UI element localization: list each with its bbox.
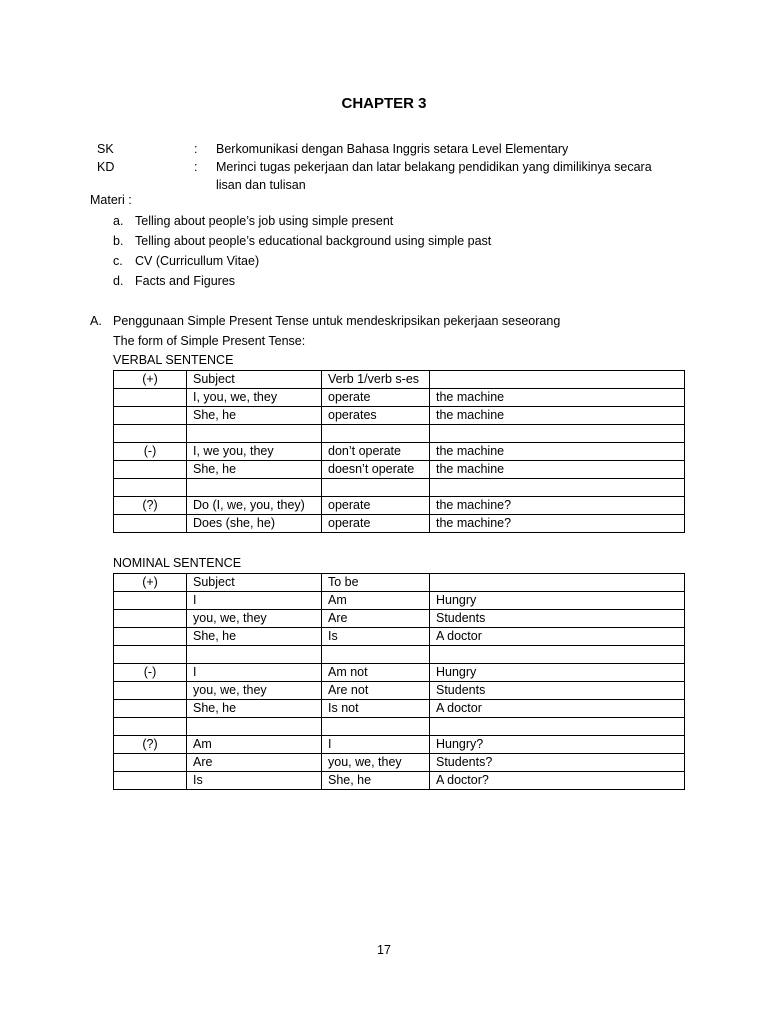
table-cell: Hungry? — [430, 736, 685, 754]
table-cell: Is — [322, 628, 430, 646]
table-row — [114, 515, 685, 533]
table-cell — [430, 646, 685, 664]
list-text: Telling about people’s educational background using simple past — [135, 234, 492, 248]
table-cell — [187, 479, 322, 497]
list-item — [113, 271, 673, 291]
table-row — [114, 497, 685, 515]
list-letter: a. — [113, 214, 124, 228]
competency-meta — [97, 140, 677, 194]
table-cell — [114, 682, 187, 700]
table-cell — [430, 718, 685, 736]
table-row — [114, 628, 685, 646]
table-cell: A doctor — [430, 628, 685, 646]
table-cell: She, he — [187, 700, 322, 718]
table-cell: A doctor? — [430, 772, 685, 790]
table-cell — [114, 610, 187, 628]
table-row — [114, 443, 685, 461]
table-cell — [114, 389, 187, 407]
table-cell: A doctor — [430, 700, 685, 718]
table-cell: She, he — [187, 407, 322, 425]
table-cell — [322, 425, 430, 443]
meta-row-sk — [97, 140, 677, 158]
table-cell: Are not — [322, 682, 430, 700]
table-row — [114, 610, 685, 628]
table-row — [114, 700, 685, 718]
meta-value: Berkomunikasi dengan Bahasa Inggris setara Level Elementary — [216, 142, 569, 156]
section-a — [90, 311, 690, 351]
table-cell — [430, 425, 685, 443]
table-cell — [322, 479, 430, 497]
table-row — [114, 425, 685, 443]
table-cell — [322, 718, 430, 736]
table-cell: operate — [322, 497, 430, 515]
table-cell: you, we, they — [322, 754, 430, 772]
table-cell: To be — [322, 574, 430, 592]
meta-colon: : — [194, 142, 198, 156]
section-subtitle: The form of Simple Present Tense: — [113, 334, 306, 348]
table-cell: Students — [430, 682, 685, 700]
table-cell — [322, 646, 430, 664]
table-cell — [114, 425, 187, 443]
table-cell: Am — [322, 592, 430, 610]
table-cell: Students — [430, 610, 685, 628]
table-cell — [430, 574, 685, 592]
table-cell — [114, 628, 187, 646]
table-row — [114, 371, 685, 389]
table-cell: (?) — [114, 497, 187, 515]
table-row — [114, 461, 685, 479]
table-cell: (+) — [114, 371, 187, 389]
table-cell: Is not — [322, 700, 430, 718]
table-cell: the machine — [430, 389, 685, 407]
meta-key: KD — [97, 160, 115, 174]
table-cell: you, we, they — [187, 610, 322, 628]
table-cell: (?) — [114, 736, 187, 754]
table-row — [114, 592, 685, 610]
table-cell: She, he — [322, 772, 430, 790]
materi-label: Materi : — [90, 193, 132, 207]
table-cell: I — [187, 592, 322, 610]
table-row — [114, 479, 685, 497]
table-cell — [187, 646, 322, 664]
table-cell: She, he — [187, 628, 322, 646]
table-cell — [114, 718, 187, 736]
materi-list — [113, 211, 673, 291]
nominal-sentence-table — [113, 573, 685, 790]
table-cell: doesn’t operate — [322, 461, 430, 479]
table-cell: Are — [187, 754, 322, 772]
table-row — [114, 682, 685, 700]
table-cell — [114, 407, 187, 425]
list-letter: b. — [113, 234, 124, 248]
table-cell: operate — [322, 515, 430, 533]
table-row — [114, 646, 685, 664]
table-row — [114, 664, 685, 682]
table-cell — [430, 479, 685, 497]
table-row — [114, 389, 685, 407]
table-cell: I, we you, they — [187, 443, 322, 461]
table-cell: Does (she, he) — [187, 515, 322, 533]
list-item — [113, 211, 673, 231]
nominal-caption: NOMINAL SENTENCE — [113, 556, 242, 570]
table-row — [114, 754, 685, 772]
page-number: 17 — [377, 943, 391, 957]
table-cell: the machine — [430, 461, 685, 479]
section-title: Penggunaan Simple Present Tense untuk mendeskripsikan pekerjaan seseorang — [113, 314, 561, 328]
table-cell: Am not — [322, 664, 430, 682]
table-cell: (-) — [114, 443, 187, 461]
table-cell: the machine — [430, 443, 685, 461]
table-cell: I, you, we, they — [187, 389, 322, 407]
table-cell — [114, 592, 187, 610]
table-cell: don’t operate — [322, 443, 430, 461]
table-cell — [114, 461, 187, 479]
table-cell: Are — [322, 610, 430, 628]
list-item — [113, 231, 673, 251]
table-cell: Hungry — [430, 592, 685, 610]
table-cell: the machine? — [430, 515, 685, 533]
table-cell — [114, 479, 187, 497]
list-text: Facts and Figures — [135, 274, 236, 288]
list-text: CV (Curricullum Vitae) — [135, 254, 260, 268]
table-cell: Subject — [187, 371, 322, 389]
section-letter: A. — [90, 314, 102, 328]
meta-colon: : — [194, 160, 198, 174]
verbal-caption: VERBAL SENTENCE — [113, 353, 234, 367]
section-heading — [90, 311, 690, 331]
table-cell: (-) — [114, 664, 187, 682]
table-cell — [187, 718, 322, 736]
table-cell: operates — [322, 407, 430, 425]
table-cell — [114, 700, 187, 718]
table-cell — [430, 371, 685, 389]
table-cell: Verb 1/verb s-es — [322, 371, 430, 389]
table-row — [114, 407, 685, 425]
table-cell: Do (I, we, you, they) — [187, 497, 322, 515]
table-cell — [114, 646, 187, 664]
meta-row-kd — [97, 158, 677, 194]
verbal-sentence-table — [113, 370, 685, 533]
chapter-title: CHAPTER 3 — [341, 95, 427, 112]
table-cell: the machine — [430, 407, 685, 425]
table-row — [114, 718, 685, 736]
table-cell: I — [187, 664, 322, 682]
list-item — [113, 251, 673, 271]
table-cell: Am — [187, 736, 322, 754]
table-cell: operate — [322, 389, 430, 407]
table-row — [114, 736, 685, 754]
table-row — [114, 772, 685, 790]
list-text: Telling about people’s job using simple present — [135, 214, 394, 228]
table-cell — [114, 772, 187, 790]
table-cell: I — [322, 736, 430, 754]
table-cell: Students? — [430, 754, 685, 772]
table-cell: you, we, they — [187, 682, 322, 700]
table-cell: She, he — [187, 461, 322, 479]
table-cell: the machine? — [430, 497, 685, 515]
table-cell: Is — [187, 772, 322, 790]
table-cell — [114, 515, 187, 533]
list-letter: c. — [113, 254, 123, 268]
meta-value: Merinci tugas pekerjaan dan latar belakang pendidikan yang dimilikinya secara lisan dan tulisan — [216, 160, 652, 192]
table-row — [114, 574, 685, 592]
table-cell: (+) — [114, 574, 187, 592]
table-cell — [114, 754, 187, 772]
table-cell: Hungry — [430, 664, 685, 682]
list-letter: d. — [113, 274, 124, 288]
meta-key: SK — [97, 142, 114, 156]
table-cell — [187, 425, 322, 443]
table-cell: Subject — [187, 574, 322, 592]
